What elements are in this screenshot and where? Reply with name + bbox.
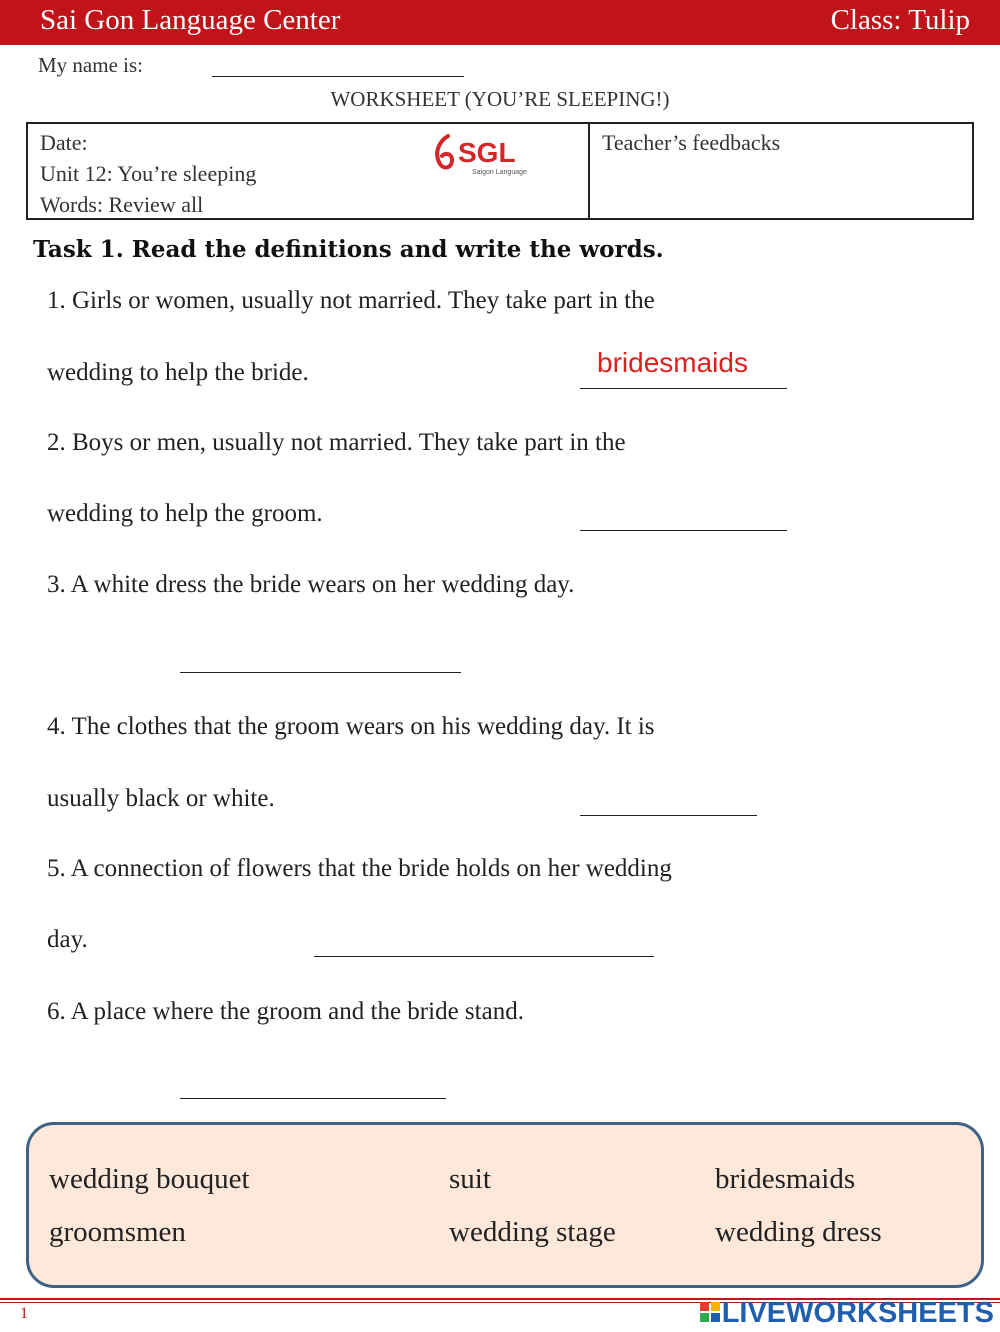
name-label: My name is: [38,53,143,77]
word-bank-item: bridesmaids [715,1163,856,1195]
question-2-line2: wedding to help the groom. [47,500,323,527]
question-3-line1: 3. A white dress the bride wears on her wedding day. [47,571,575,598]
question-5-line1: 5. A connection of flowers that the bride holds on her wedding [47,855,672,882]
feedback-label: Teacher’s feedbacks [602,130,781,155]
info-box [26,122,974,220]
task-title: Task 1. Read the definitions and write the words. [33,236,664,263]
worksheet-title: WORKSHEET (YOU’RE SLEEPING!) [330,87,670,111]
center-name: Sai Gon Language Center [40,4,341,36]
liveworksheets-brand[interactable]: LIVEWORKSHEETS [721,1297,994,1329]
question-1-line1: 1. Girls or women, usually not married. They take part in the [47,287,655,314]
question-1-line2: wedding to help the bride. [47,359,309,386]
word-bank-item: wedding bouquet [49,1163,250,1195]
question-4-line2: usually black or white. [47,785,275,812]
answer-blank-6[interactable] [180,1098,446,1099]
question-5-line2: day. [47,926,88,953]
class-label: Class: Tulip [830,4,970,36]
header-bar [0,0,1000,45]
word-bank-item: groomsmen [49,1216,186,1248]
answer-blank-1[interactable] [580,388,787,389]
question-4-line1: 4. The clothes that the groom wears on his wedding day. It is [47,713,655,740]
word-bank-item: suit [449,1163,491,1195]
answer-blank-5[interactable] [314,956,654,957]
answer-blank-3[interactable] [180,672,461,673]
question-2-line1: 2. Boys or men, usually not married. They take part in the [47,429,626,456]
liveworksheets-logo-icon [700,1302,720,1326]
svg-text:Saigon Language: Saigon Language [472,169,527,176]
page-number: 1 [20,1305,28,1322]
name-input-line[interactable] [212,76,464,77]
answer-1[interactable]: bridesmaids [597,347,748,378]
date-label: Date: [40,130,88,155]
word-bank [26,1122,984,1288]
answer-blank-2[interactable] [580,530,787,531]
unit-label: Unit 12: You’re sleeping [40,161,257,186]
question-6-line1: 6. A place where the groom and the bride stand. [47,998,524,1025]
word-bank-item: wedding dress [715,1216,882,1248]
answer-blank-4[interactable] [580,815,757,816]
info-box-divider [588,124,590,218]
word-bank-item: wedding stage [449,1216,616,1248]
sgl-logo [432,132,542,182]
svg-text:SGL: SGL [458,137,516,168]
words-label: Words: Review all [40,192,204,217]
